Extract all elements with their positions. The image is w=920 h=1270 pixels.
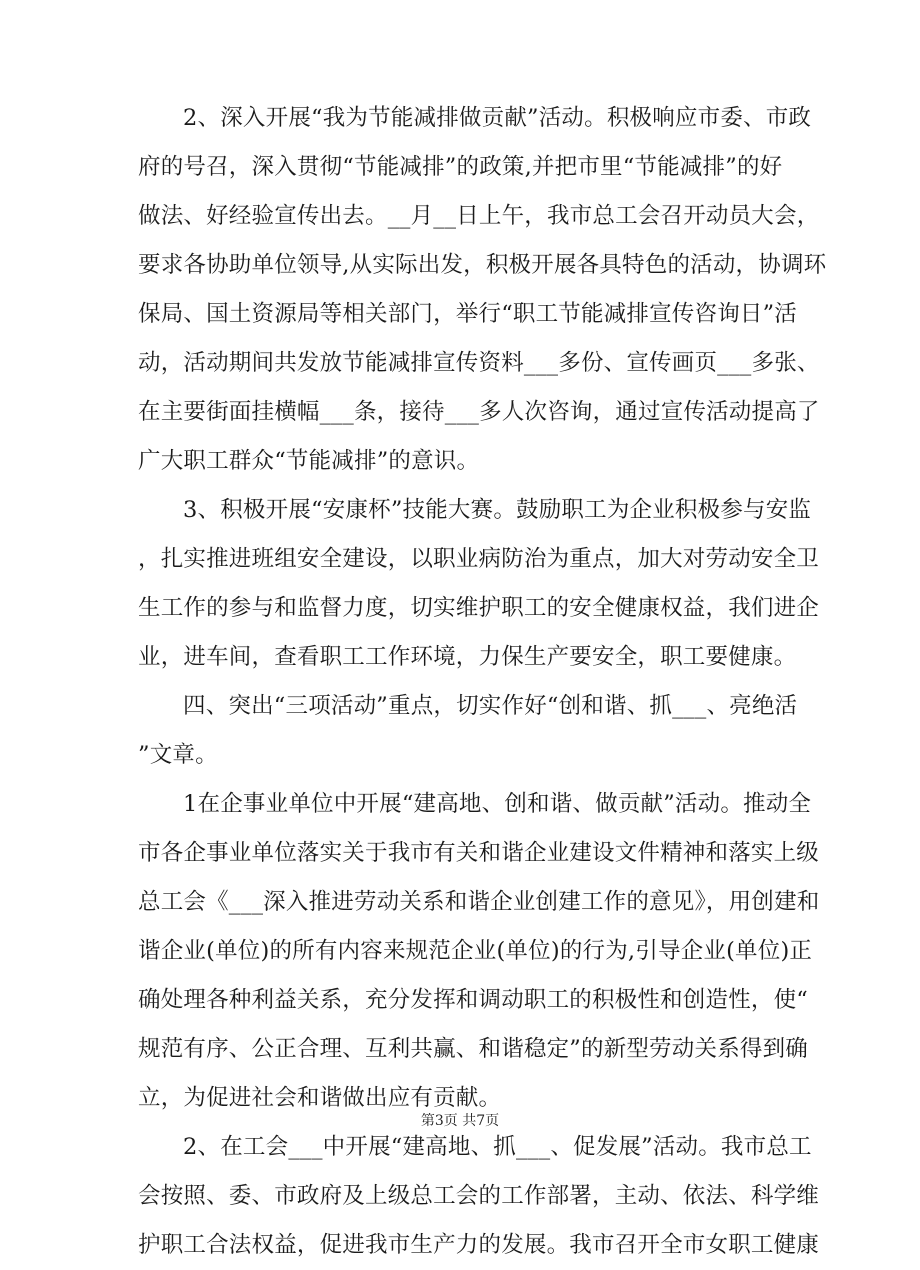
text-line: 会按照、委、市政府及上级总工会的工作部署，主动、依法、科学维 bbox=[138, 1183, 820, 1209]
text-line: 要求各协助单位领导,从实际出发，积极开展各具特色的活动，协调环 bbox=[138, 252, 827, 278]
text-line: ，扎实推进班组安全建设，以职业病防治为重点，加大对劳动安全卫 bbox=[138, 546, 820, 572]
text-line: 保局、国土资源局等相关部门，举行“职工节能减排宣传咨询日”活 bbox=[138, 301, 798, 327]
text-line: 3、积极开展“安康杯”技能大赛。鼓励职工为企业积极参与安监 bbox=[183, 497, 812, 523]
text-line: 在主要街面挂横幅___条，接待___多人次咨询，通过宣传活动提高了 bbox=[138, 399, 820, 425]
text-line: 1在企事业单位中开展“建高地、创和谐、做贡献”活动。推动全 bbox=[183, 791, 812, 817]
text-line: 总工会《___深入推进劳动关系和谐企业创建工作的意见》，用创建和 bbox=[138, 889, 820, 915]
document-body bbox=[138, 94, 827, 1270]
text-line: 动，活动期间共发放节能减排宣传资料___多份、宣传画页___多张、 bbox=[138, 350, 820, 376]
text-line: ”文章。 bbox=[138, 742, 218, 768]
text-line: 2、在工会___中开展“建高地、抓___、促发展”活动。我市总工 bbox=[183, 1134, 812, 1160]
text-line: 业，进车间，查看职工工作环境，力保生产要安全，职工要健康。 bbox=[138, 644, 797, 670]
text-line: 确处理各种利益关系，充分发挥和调动职工的积极性和创造性，使“ bbox=[138, 987, 809, 1013]
text-line: 做法、好经验宣传出去。__月__日上午，我市总工会召开动员大会， bbox=[138, 203, 820, 229]
text-line: 市各企事业单位落实关于我市有关和谐企业建设文件精神和落实上级 bbox=[138, 840, 820, 866]
text-line: 府的号召，深入贯彻“节能减排”的政策,并把市里“节能减排”的好 bbox=[138, 154, 783, 180]
text-line: 生工作的参与和监督力度，切实维护职工的安全健康权益，我们进企 bbox=[138, 595, 820, 621]
page-number: 第3页 共7页 bbox=[420, 1113, 500, 1129]
text-line: 谐企业(单位)的所有内容来规范企业(单位)的行为,引导企业(单位)正 bbox=[138, 938, 813, 964]
text-line: 立，为促进社会和谐做出应有贡献。 bbox=[138, 1085, 502, 1111]
text-line: 规范有序、公正合理、互利共赢、和谐稳定”的新型劳动关系得到确 bbox=[138, 1036, 809, 1062]
text-line: 四、突出“三项活动”重点，切实作好“创和谐、抓___、亮绝活 bbox=[183, 693, 798, 719]
text-line: 广大职工群众“节能减排”的意识。 bbox=[138, 448, 480, 474]
text-line: 2、深入开展“我为节能减排做贡献”活动。积极响应市委、市政 bbox=[183, 105, 812, 131]
text-line: 护职工合法权益，促进我市生产力的发展。我市召开全市女职工健康 bbox=[138, 1232, 820, 1258]
